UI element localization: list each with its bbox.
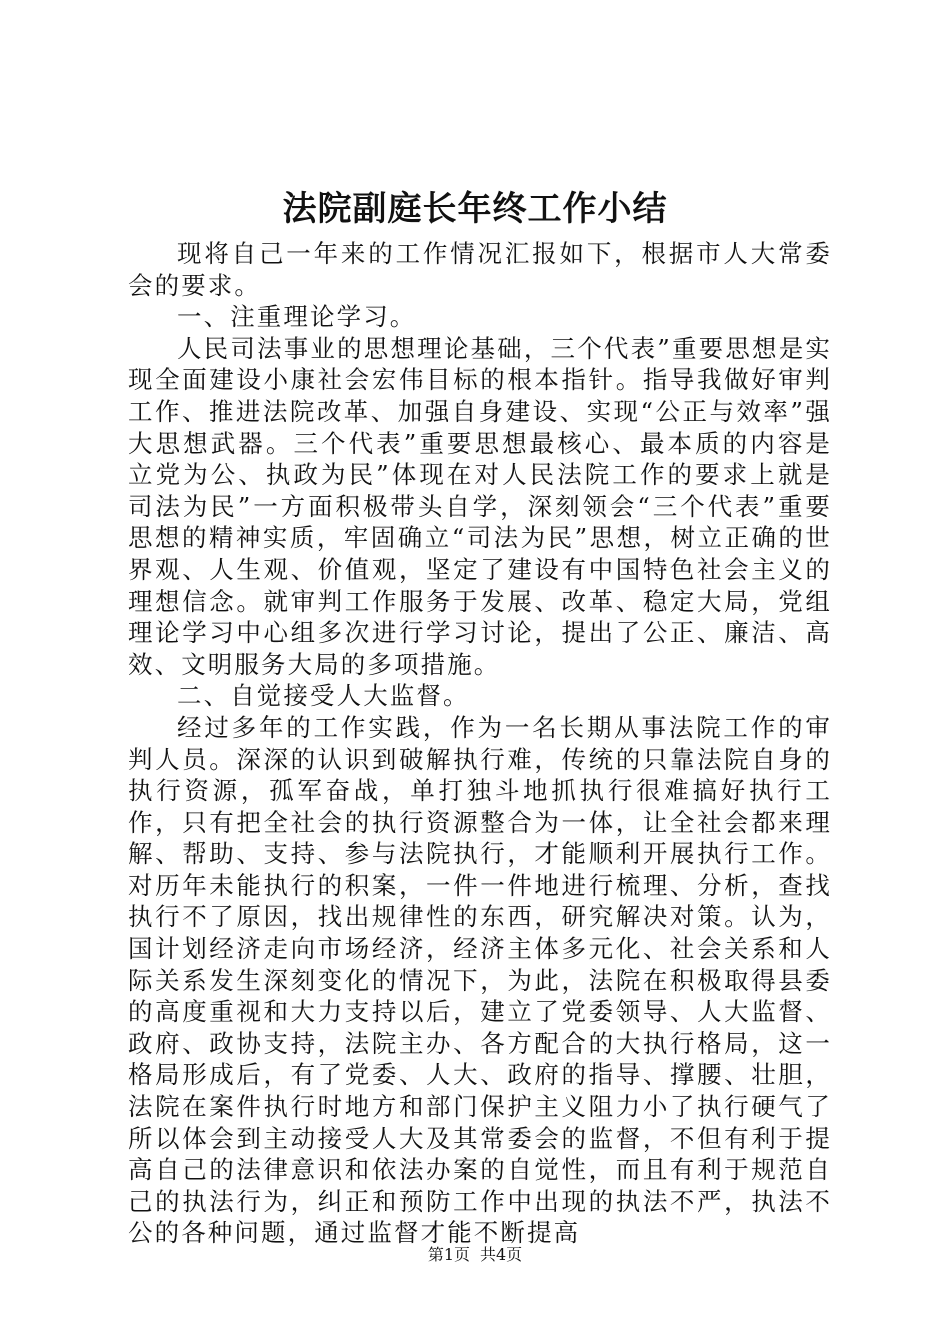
paragraph-supervision: 经过多年的工作实践，作为一名长期从事法院工作的审判人员。深深的认识到破解执行难，传统的只靠法院自身的执行资源，孤军奋战，单打独斗地抓执行很难搞好执行工作，只有把全社会的执行资源整合为一体，让全社会都来理解、帮助、支持、参与法院执行，才能顺利开展执行工作。对历年未能执行的积案，一件一件地进行梳理、分析，查找执行不了原因，找出规律性的东西，研究解决对策。认为，国计划经济走向市场经济，经济主体多元化、社会关系和人际关系发生深刻变化的情况下，为此，法院在积极取得县委的高度重视和大力支持以后，建立了党委领导、人大监督、政府、政协支持，法院主办、各方配合的大执行格局，这一格局形成后，有了党委、人大、政府的指导、撑腰、壮胆，法院在案件执行时地方和部门保护主义阻力小了执行硬气了所以体会到主动接受人大及其常委会的监督，不但有利于提高自己的法律意识和依法办案的自觉性，而且有利于规范自己的执法行为，纠正和预防工作中出现的执法不严，执法不公的各种问题，通过监督才能不断提高 <box>128 712 832 1248</box>
paragraph-theory-study: 人民司法事业的思想理论基础，三个代表”重要思想是实现全面建设小康社会宏伟目标的根本指针。指导我做好审判工作、推进法院改革、加强自身建设、实现“公正与效率”强大思想武器。三个代表”重要思想最核心、最本质的内容是立党为公、执政为民”体现在对人民法院工作的要求上就是司法为民”一方面积极带头自学，深刻领会“三个代表”重要思想的精神实质，牢固确立“司法为民”思想，树立正确的世界观、人生观、价值观，坚定了建设有中国特色社会主义的理想信念。就审判工作服务于发展、改革、稳定大局，党组理论学习中心组多次进行学习讨论，提出了公正、廉洁、高效、文明服务大局的多项措施。 <box>128 333 832 679</box>
page-footer <box>0 1244 950 1266</box>
section-heading-theory-study: 一、注重理论学习。 <box>177 302 417 332</box>
paragraph-intro: 现将自己一年来的工作情况汇报如下，根据市人大常委会的要求。 <box>128 239 832 300</box>
page-number: 第1页 <box>427 1245 470 1264</box>
document-body <box>128 238 832 1249</box>
document-title: 法院副庭长年终工作小结 <box>282 189 668 229</box>
section-heading-supervision: 二、自觉接受人大监督。 <box>177 681 470 711</box>
page-total: 共4页 <box>480 1245 523 1264</box>
